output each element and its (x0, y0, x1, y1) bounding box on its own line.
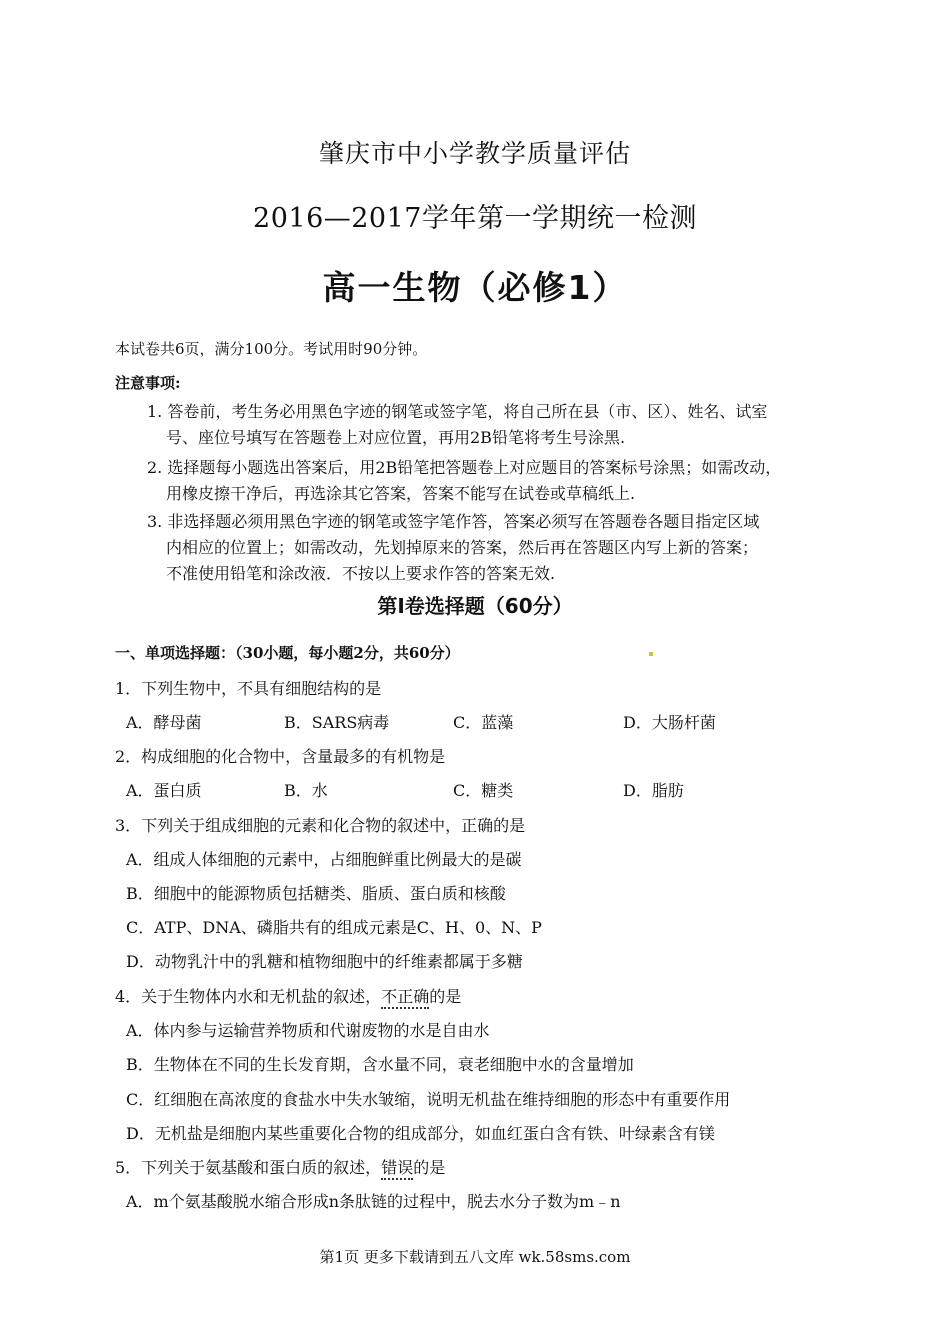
question-1-option-c: C．蓝藻 (453, 713, 514, 732)
subject-title: 高一生物（必修1） (322, 268, 628, 307)
question-1-option-a: A．酵母菌 (126, 713, 202, 732)
question-3-stem: 3．下列关于组成细胞的元素和化合物的叙述中，正确的是 (115, 816, 526, 835)
exam-intro: 本试卷共6页，满分100分。考试用时90分钟。 (115, 340, 428, 358)
notice-line-4: 用橡皮擦干净后，再选涂其它答案，答案不能写在试卷或草稿纸上. (166, 484, 636, 503)
notice-line-7: 不准使用铅笔和涂改液．不按以上要求作答的答案无效. (166, 564, 556, 583)
notice-heading: 注意事项: (115, 374, 181, 392)
notice-line-1: 1. 答卷前，考生务必用黑色字迹的钢笔或签字笔，将自己所在县（市、区）、姓名、试室 (147, 402, 768, 421)
notice-line-3: 2. 选择题每小题选出答案后，用2B铅笔把答题卷上对应题目的答案标号涂黑；如需改动， (147, 458, 782, 477)
question-3-option-d: D．动物乳汁中的乳糖和植物细胞中的纤维素都属于多糖 (126, 952, 523, 971)
question-4-option-a: A．体内参与运输营养物质和代谢废物的水是自由水 (126, 1021, 490, 1040)
stray-mark (649, 652, 653, 656)
question-1-stem: 1．下列生物中，不具有细胞结构的是 (115, 679, 382, 698)
question-4-option-b: B．生物体在不同的生长发育期，含水量不同，衰老细胞中水的含量增加 (126, 1055, 634, 1074)
question-2-stem: 2．构成细胞的化合物中，含量最多的有机物是 (115, 747, 446, 766)
question-5-option-a: A．m个氨基酸脱水缩合形成n条肽链的过程中，脱去水分子数为m﹣n (126, 1192, 621, 1211)
section-title: 第Ⅰ卷选择题（60分） (377, 594, 573, 618)
notice-line-5: 3. 非选择题必须用黑色字迹的钢笔或签字笔作答，答案必须写在答题卷各题目指定区域 (147, 512, 760, 531)
question-5-stem-post: 的是 (413, 1158, 446, 1177)
question-4-option-d: D．无机盐是细胞内某些重要化合物的组成部分，如血红蛋白含有铁、叶绿素含有镁 (126, 1124, 715, 1143)
question-4-stem-pre: 4．关于生物体内水和无机盐的叙述， (115, 987, 382, 1006)
question-5-stem-pre: 5．下列关于氨基酸和蛋白质的叙述， (115, 1158, 382, 1177)
question-2-option-c: C．糖类 (453, 781, 514, 800)
question-3-option-a: A．组成人体细胞的元素中，占细胞鲜重比例最大的是碳 (126, 850, 522, 869)
question-3-option-c: C．ATP、DNA、磷脂共有的组成元素是C、H、0、N、P (126, 918, 542, 937)
term-title: 2016—2017学年第一学期统一检测 (253, 203, 697, 234)
notice-line-2: 号、座位号填写在答题卷上对应位置，再用2B铅笔将考生号涂黑. (166, 428, 626, 447)
org-title: 肇庆市中小学教学质量评估 (318, 139, 631, 168)
question-2-option-d: D．脂肪 (623, 781, 684, 800)
notice-line-6: 内相应的位置上；如需改动，先划掉原来的答案，然后再在答题区内写上新的答案； (166, 538, 759, 557)
question-3-option-b: B．细胞中的能源物质包括糖类、脂质、蛋白质和核酸 (126, 884, 506, 903)
question-4-stem-post: 的是 (429, 987, 462, 1006)
question-2-option-a: A．蛋白质 (126, 781, 202, 800)
part-title: 一、单项选择题：（30小题，每小题2分，共60分） (115, 644, 460, 662)
question-2-option-b: B．水 (284, 781, 328, 800)
question-5-stem (115, 1155, 445, 1178)
page-footer: 第1页 更多下载请到五八文库 wk.58sms.com (319, 1248, 631, 1266)
question-4-stem (115, 984, 461, 1007)
question-1-option-d: D．大肠杆菌 (623, 713, 716, 732)
question-5-emphasis: 错误 (381, 1158, 413, 1180)
question-1-option-b: B．SARS病毒 (284, 713, 390, 732)
question-4-emphasis: 不正确 (381, 987, 429, 1009)
question-4-option-c: C．红细胞在高浓度的食盐水中失水皱缩，说明无机盐在维持细胞的形态中有重要作用 (126, 1090, 731, 1109)
